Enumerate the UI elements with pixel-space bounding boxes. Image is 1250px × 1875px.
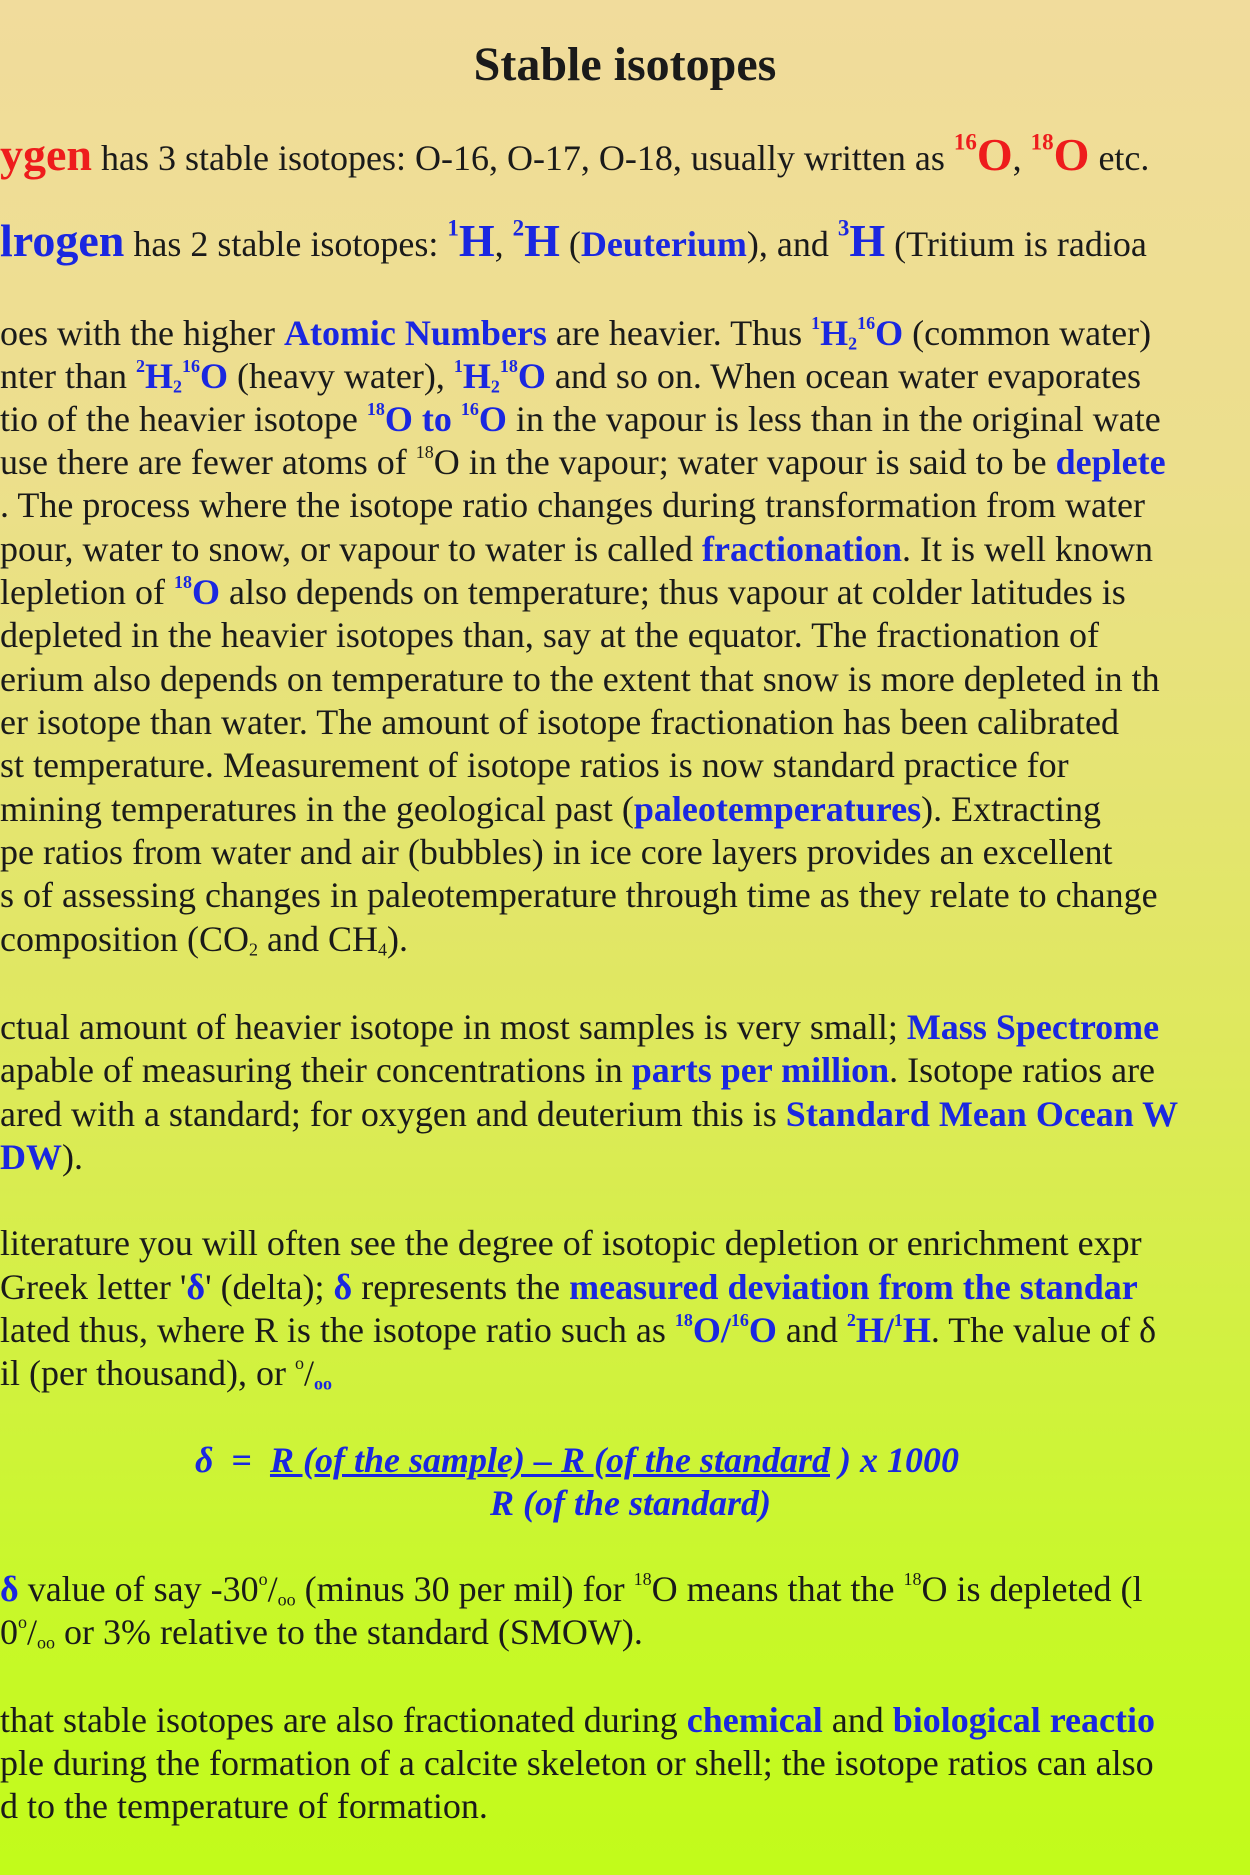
text-line: oes with the higher Atomic Numbers are heavier. Thus $^1H_2^{16}O$ (common water) — [0, 312, 1152, 354]
text-line: that stable isotopes are also fractionated during chemical and biological reactio — [0, 1700, 1156, 1740]
hydrogen-line: lrogen has 2 stable isotopes: $^1$H, $^2$H (Deuterium), and $^3$H (Tritium is radioa — [0, 215, 1147, 266]
delta-formula: δ = R (of the sample) – R (of the standard ) x 1000 — [195, 1440, 959, 1480]
text-line: d to the temperature of formation. — [0, 1786, 488, 1826]
deuterium-term: Deuterium — [580, 224, 747, 264]
text-line: mining temperatures in the geological past (paleotemperatures). Extracting — [0, 789, 1102, 829]
text-line: lepletion of $^{18}$O also depends on temperature; thus vapour at colder latitudes is — [0, 571, 1126, 612]
text-line: st temperature. Measurement of isotope ratios is now standard practice for — [0, 745, 1069, 785]
text-line: tio of the heavier isotope $^{18}$O to $^{16}$O in the vapour is less than in the original wate — [0, 398, 1161, 439]
formula-numerator: R (of the sample) – R (of the standard — [269, 1440, 830, 1480]
biological-reactions-term: biological reactio — [892, 1700, 1156, 1740]
text-line: lated thus, where R is the isotope ratio such as $^{18}$O/$^{16}$O and $^2$H/$^1$H. The value of δ — [0, 1309, 1157, 1350]
page-title: Stable isotopes — [473, 38, 777, 91]
text-line: depleted in the heavier isotopes than, say at the equator. The fractionation of — [0, 615, 1099, 655]
text-line: $0^o/_{oo}$ or 3% relative to the standard (SMOW). — [0, 1611, 643, 1653]
text-line: er isotope than water. The amount of isotope fractionation has been calibrated — [0, 702, 1119, 742]
text-line: ctual amount of heavier isotope in most samples is very small; Mass Spectrome — [0, 1007, 1160, 1047]
paleotemperatures-term: paleotemperatures — [633, 789, 922, 829]
oxygen-element: ygen — [0, 129, 92, 180]
text-line: pour, water to snow, or vapour to water is called fractionation. It is well known — [0, 529, 1153, 569]
smow-term: Standard Mean Ocean W — [785, 1094, 1179, 1134]
text-line: δ value of say $-30^o/_{oo}$ (minus 30 per mil) for $^{18}$O means that the $^{18}$O is depleted (l — [0, 1568, 1143, 1610]
text-line: apable of measuring their concentrations in parts per million. Isotope ratios are — [0, 1050, 1156, 1090]
text-line: . The process where the isotope ratio changes during transformation from water — [0, 485, 1145, 525]
text-line: pe ratios from water and air (bubbles) in ice core layers provides an excellent — [0, 832, 1113, 872]
text-line: ple during the formation of a calcite skeleton or shell; the isotope ratios can also — [0, 1743, 1154, 1783]
text-line: erium also depends on temperature to the extent that snow is more depleted in th — [0, 659, 1160, 699]
formula-denominator: R (of the standard) — [490, 1483, 772, 1523]
text-line: use there are fewer atoms of $^{18}$O in the vapour; water vapour is said to be deplete — [0, 441, 1166, 482]
text-line: composition ($CO_2$ and $CH_4$). — [0, 919, 408, 960]
parts-per-million-term: parts per million — [631, 1050, 890, 1090]
oxygen-line: ygen has 3 stable isotopes: O-16, O-17, O-18, usually written as $^{16}$O, $^{18}$O etc. — [0, 129, 1150, 180]
hydrogen-element: lrogen — [0, 215, 125, 266]
mass-spectrometer-term: Mass Spectrome — [906, 1007, 1160, 1047]
chemical-term: chemical — [686, 1700, 823, 1740]
fractionation-term: fractionation — [702, 529, 902, 569]
atomic-numbers-term: Atomic Numbers — [283, 313, 547, 353]
text-line: DW). — [0, 1137, 83, 1177]
measured-deviation-term: measured deviation from the standar — [569, 1267, 1138, 1307]
text-line: literature you will often see the degree of isotopic depletion or enrichment expr — [0, 1223, 1142, 1263]
text-line: nter than $^2H_2^{16}O$ (heavy water), $^1H_2^{18}O$ and so on. When ocean water evaporates — [0, 355, 1141, 397]
text-line: Greek letter 'δ' (delta); δ represents the measured deviation from the standar — [0, 1267, 1138, 1307]
text-line: s of assessing changes in paleotemperature through time as they relate to change — [0, 875, 1158, 915]
text-line: ared with a standard; for oxygen and deuterium this is Standard Mean Ocean W — [0, 1094, 1179, 1134]
text-line: il (per thousand), or $^o/_{oo}$ — [0, 1352, 332, 1394]
